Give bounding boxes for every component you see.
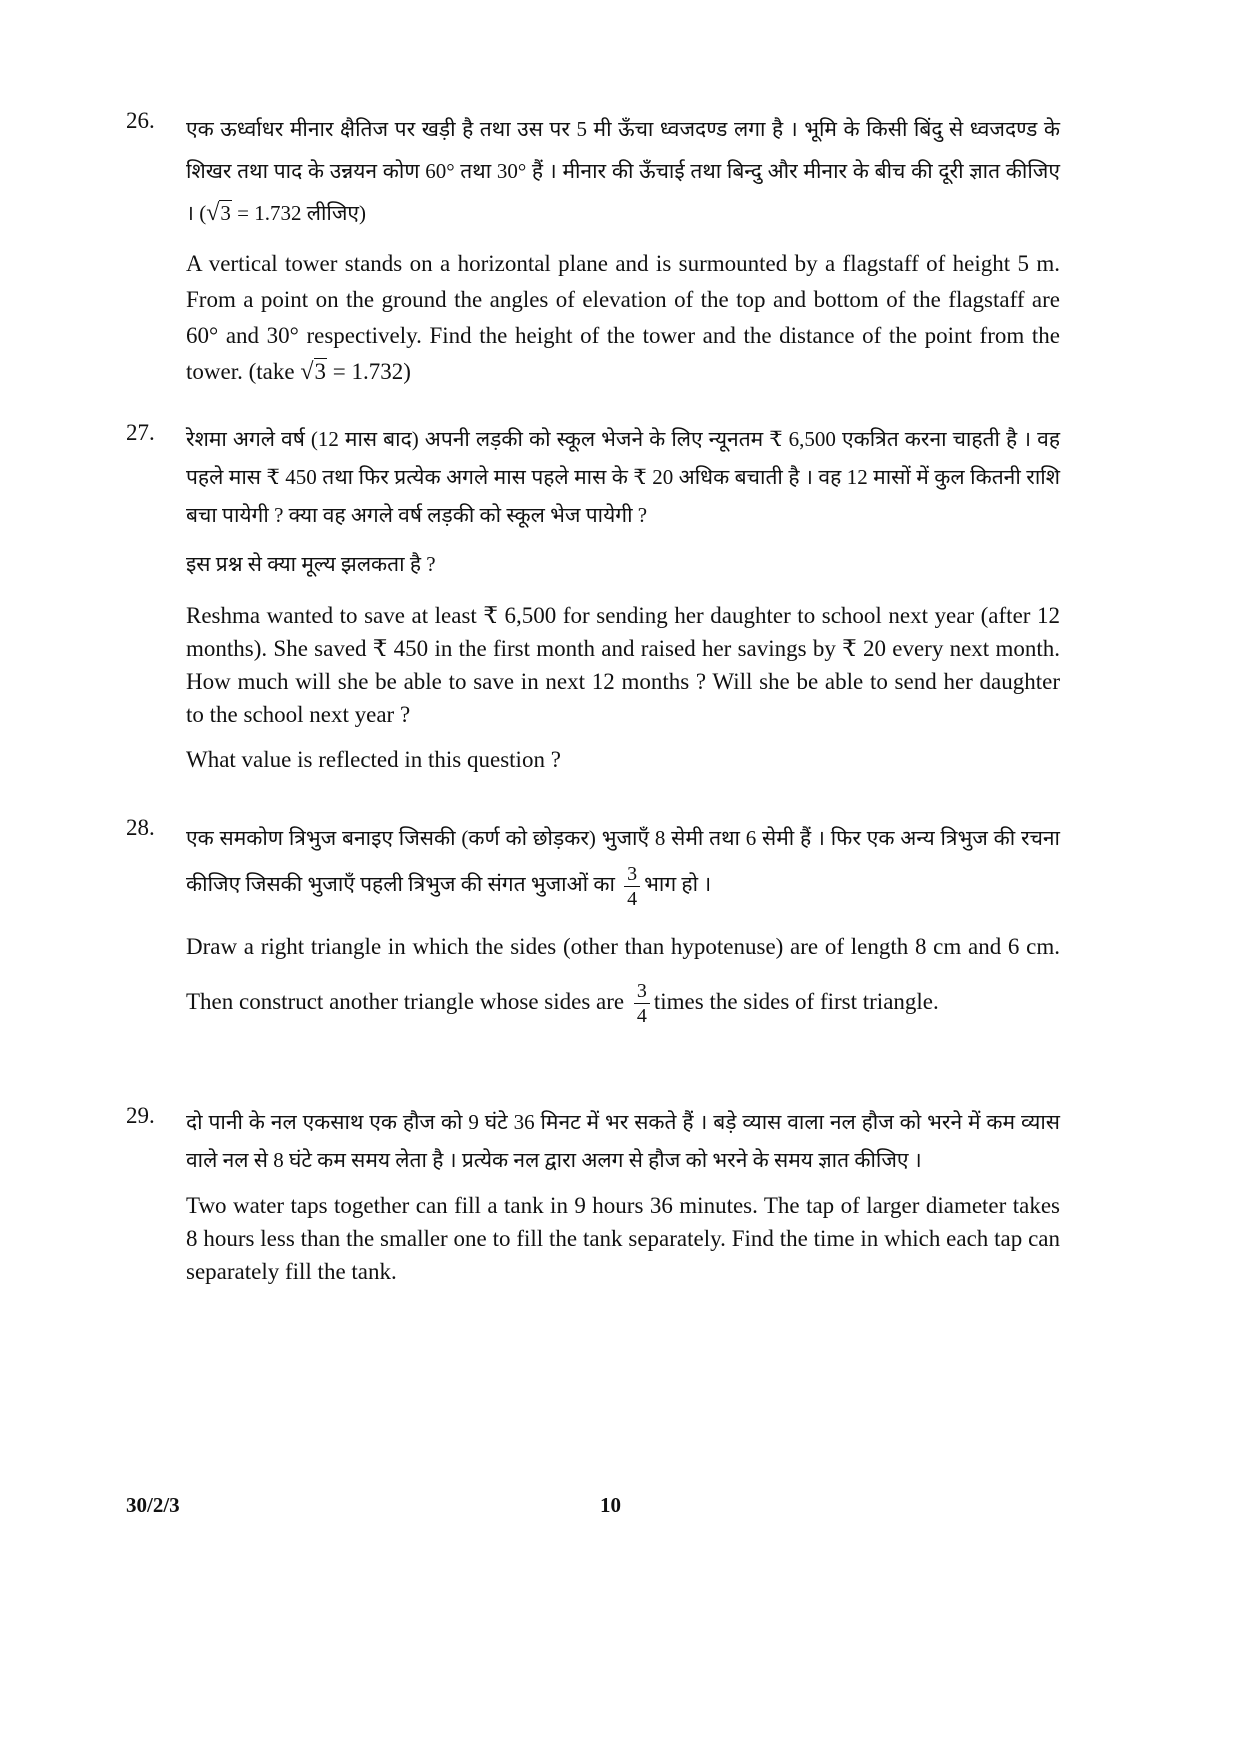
question-number: 28. xyxy=(126,815,155,840)
question-text-english: Reshma wanted to save at least ₹ 6,500 for sending her daughter to school next year (after 12 months). She saved ₹ 450 in the first month and raised her savings by ₹ 20 every next month. How much will she be able to save in next 12 months ? Will she be able to send her daughter to the school next year ? xyxy=(186,603,1060,727)
page-number: 10 xyxy=(600,1493,621,1517)
question-text-hindi: एक ऊर्ध्वाधर मीनार क्षैतिज पर खड़ी है तथा उस पर 5 मी ऊँचा ध्वजदण्ड लगा है । भूमि के किसी बिंदु से ध्वजदण्ड के शिखर तथा पाद के उन्नयन कोण 60° तथा 30° हैं । मीनार की ऊँचाई तथा बिन्दु और मीनार के बीच की दूरी ज्ञात कीजिए । (√3 = 1.732 लीजिए) xyxy=(186,108,1060,234)
question-text-hindi: एक समकोण त्रिभुज बनाइए जिसकी (कर्ण को छोड़कर) भुजाएँ 8 सेमी तथा 6 सेमी हैं । फिर एक अन्य त्रिभुज की रचना कीजिए जिसकी भुजाएँ पहली त्रिभुज की संगत भुजाओं का $\frac{3}{4}$ भाग हो । xyxy=(186,826,1060,910)
value-question-hindi: इस प्रश्न से क्या मूल्य झलकता है ? xyxy=(186,552,436,576)
question-text-hindi: रेशमा अगले वर्ष (12 मास बाद) अपनी लड़की को स्कूल भेजने के लिए न्यूनतम ₹ 6,500 एकत्रित करना चाहती है । वह पहले मास ₹ 450 तथा फिर प्रत्येक अगले मास पहले मास के ₹ 20 अधिक बचाती है । वह 12 मासों में कुल कितनी राशि बचा पायेगी ? क्या वह अगले वर्ष लड़की को स्कूल भेज पायेगी ? xyxy=(186,427,1060,527)
fraction-three-fourths: $\frac{3}{4}$ xyxy=(624,864,640,909)
question-text-hindi: दो पानी के नल एकसाथ एक हौज को 9 घंटे 36 मिनट में भर सकते हैं । बड़े व्यास वाला नल हौज को भरने में कम व्यास वाले नल से 8 घंटे कम समय लेता है । प्रत्येक नल द्वारा अलग से हौज को भरने के समय ज्ञात कीजिए । xyxy=(186,1110,1060,1172)
value-question-english: What value is reflected in this question ? xyxy=(186,747,561,772)
sqrt-symbol: √3 xyxy=(300,359,326,385)
question-body xyxy=(186,420,1060,788)
question-text-english: A vertical tower stands on a horizontal plane and is surmounted by a flagstaff of height 5 m. From a point on the ground the angles of elevation of the top and bottom of the flagstaff are 60° and 30° respectively. Find the height of the tower and the distance of the point from the tower. (take √3 = 1.732) xyxy=(186,246,1060,390)
question-text-english: Two water taps together can fill a tank in 9 hours 36 minutes. The tap of larger diameter takes 8 hours less than the smaller one to fill the tank separately. Find the time in which each tap can separately fill the tank. xyxy=(186,1193,1060,1284)
question-body xyxy=(186,108,1060,400)
question-number: 27. xyxy=(126,420,155,445)
paper-code: 30/2/3 xyxy=(126,1493,180,1517)
fraction-three-fourths: $\frac{3}{4}$ xyxy=(634,981,650,1026)
question-number: 26. xyxy=(126,108,155,133)
question-number: 29. xyxy=(126,1103,155,1128)
question-text-english: Draw a right triangle in which the sides (other than hypotenuse) are of length 8 cm and 6 cm. Then construct another triangle whose sides are $\frac{3}{4}$ times the sides of first triangle. xyxy=(186,933,1060,1027)
question-body xyxy=(186,1103,1060,1298)
sqrt-symbol: √3 xyxy=(206,200,231,226)
question-body xyxy=(186,815,1060,1039)
